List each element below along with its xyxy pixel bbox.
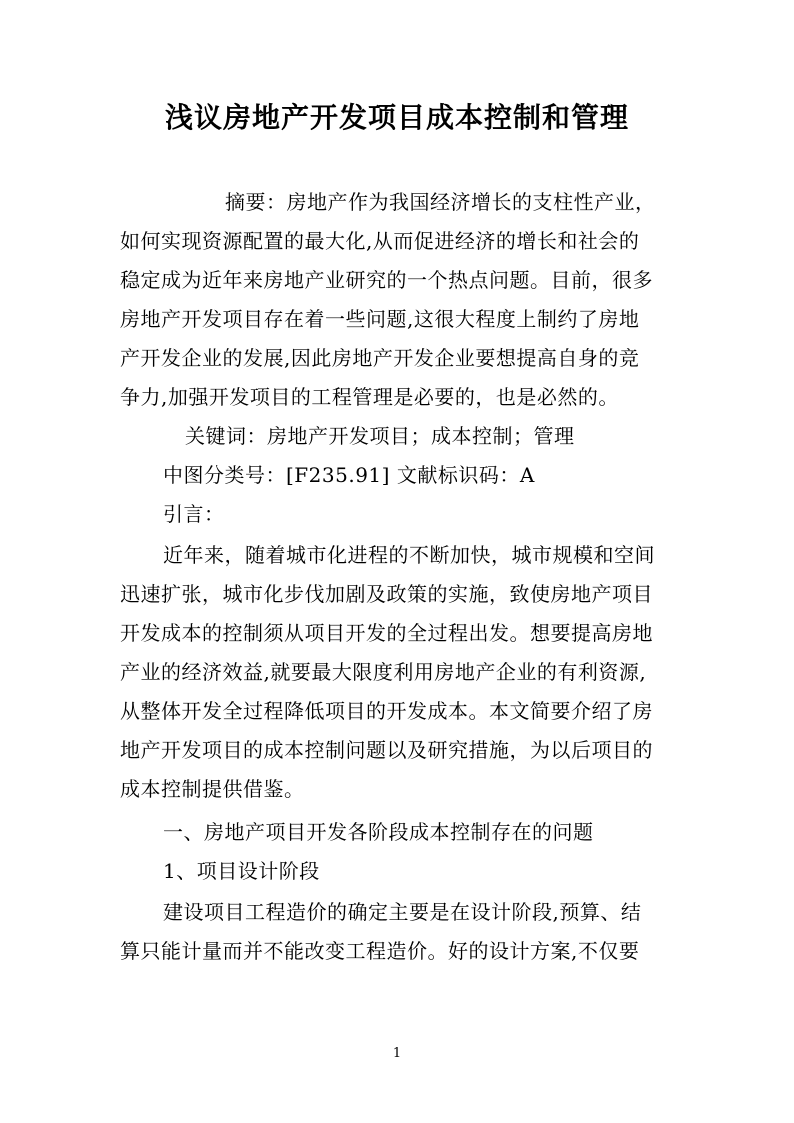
introduction-heading: 引言： (163, 502, 225, 526)
body-line-1: 建设项目工程造价的确定主要是在设计阶段,预算、结 (163, 900, 642, 924)
classification-line: 中图分类号：[F235.91] 文献标识码：A (163, 463, 535, 487)
introduction-line-6: 地产开发项目的成本控制问题以及研究措施，为以后项目的 (120, 738, 653, 762)
abstract-line-4: 房地产开发项目存在着一些问题,这很大程度上制约了房地 (120, 307, 640, 331)
body-line-2: 算只能计量而并不能改变工程造价。好的设计方案,不仅要 (120, 939, 640, 963)
page-number: 1 (392, 1046, 402, 1061)
abstract-line-5: 产开发企业的发展,因此房地产开发企业要想提高自身的竞 (120, 346, 640, 370)
subsection-heading-1: 1、项目设计阶段 (163, 859, 320, 883)
abstract-line-2: 如何实现资源配置的最大化,从而促进经济的增长和社会的 (120, 229, 640, 253)
abstract-line-3: 稳定成为近年来房地产业研究的一个热点问题。目前，很多 (120, 268, 653, 292)
keywords-line: 关键词：房地产开发项目；成本控制；管理 (185, 424, 575, 448)
introduction-line-2: 迅速扩张，城市化步伐加剧及政策的实施，致使房地产项目 (120, 582, 653, 606)
abstract-line-6: 争力,加强开发项目的工程管理是必要的，也是必然的。 (120, 385, 619, 409)
section-heading-1: 一、房地产项目开发各阶段成本控制存在的问题 (163, 820, 594, 844)
document-title: 浅议房地产开发项目成本控制和管理 (164, 101, 629, 134)
abstract-line-1: 摘要：房地产作为我国经济增长的支柱性产业， (225, 190, 656, 214)
introduction-line-5: 从整体开发全过程降低项目的开发成本。本文简要介绍了房 (120, 699, 653, 723)
introduction-line-4: 产业的经济效益,就要最大限度利用房地产企业的有利资源, (120, 660, 647, 684)
introduction-line-1: 近年来，随着城市化进程的不断加快，城市规模和空间 (163, 543, 655, 567)
introduction-line-7: 成本控制提供借鉴。 (120, 777, 305, 801)
introduction-line-3: 开发成本的控制须从项目开发的全过程出发。想要提高房地 (120, 621, 653, 645)
